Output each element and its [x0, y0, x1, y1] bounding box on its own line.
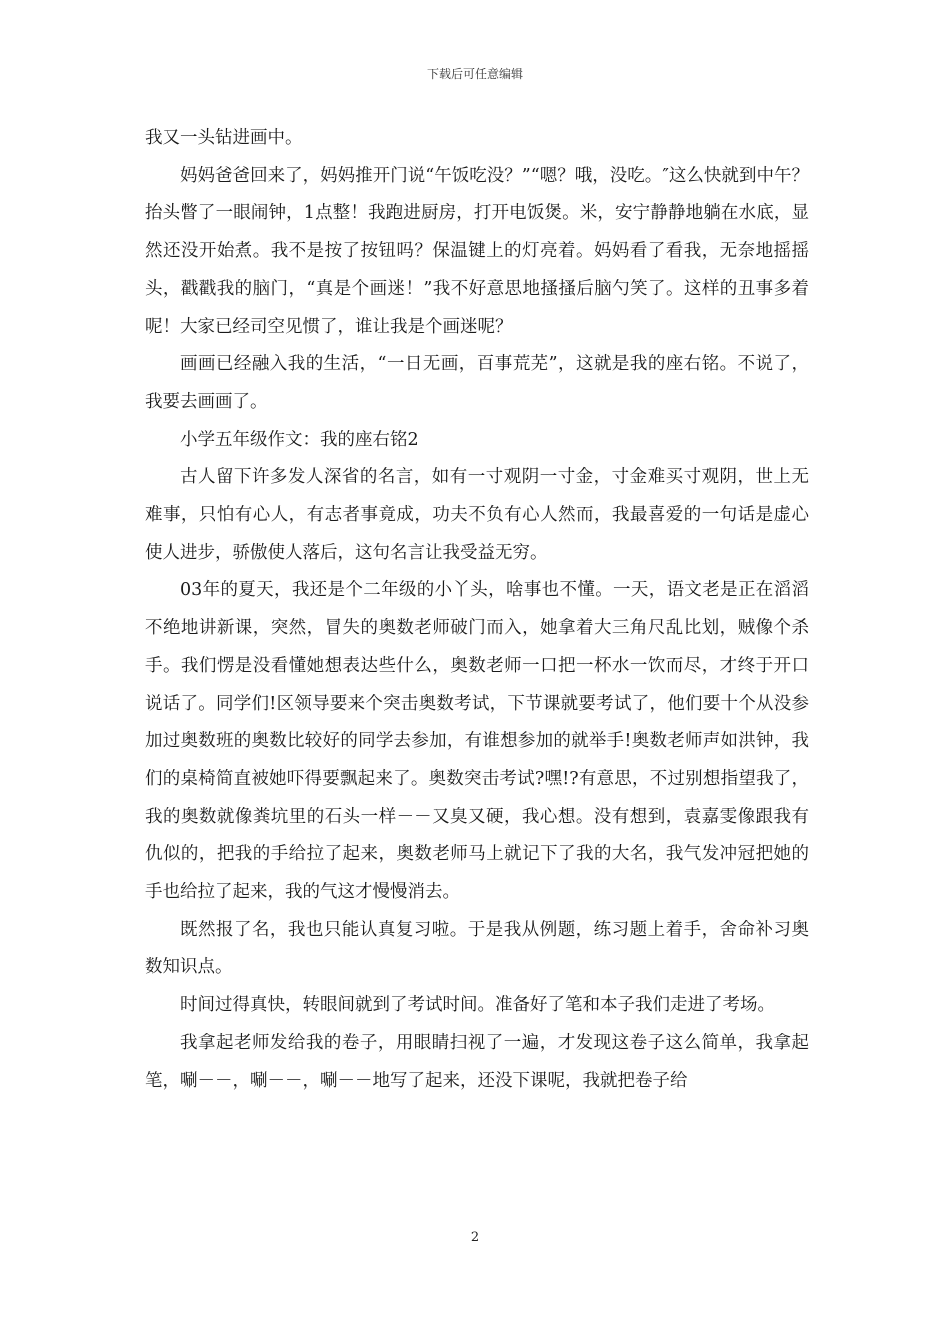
paragraph-1: 我又一头钻进画中。 [145, 128, 303, 148]
paragraph-7: 既然报了名，我也只能认真复习啦。于是我从例题，练习题上着手，舍命补习奥数知识点。 [145, 919, 809, 978]
page-number: 2 [470, 1230, 480, 1245]
paragraph-9: 我拿起老师发给我的卷子，用眼睛扫视了一遍，才发现这卷子这么简单，我拿起笔，唰－－，唰－－，唰－－地写了起来，还没下课呢，我就把卷子给 [145, 1032, 809, 1091]
paragraph-5: 古人留下许多发人深省的名言，如有一寸观阴一寸金，寸金难买寸观阴，世上无难事，只怕有心人，有志者事竟成，功夫不负有心人然而，我最喜爱的一句话是虚心使人进步，骄傲使人落后，这句名言让我受益无穷。 [145, 467, 809, 563]
paragraph-2: 妈妈爸爸回来了，妈妈推开门说“午饭吃没？”“嗯？哦，没吃。″这么快就到中午？抬头瞥了一眼闹钟，1点整！我跑进厨房，打开电饭煲。米，安宁静静地躺在水底，显然还没开始煮。我不是按了按钮吗？保温键上的灯亮着。妈妈看了看我，无奈地摇摇头，戳戳我的脑门，“真是个画迷！”我不好意思地搔搔后脑勺笑了。这样的丑事多着呢！大家已经司空见惯了，谁让我是个画迷呢？ [145, 165, 809, 337]
paragraph-8: 时间过得真快，转眼间就到了考试时间。准备好了笔和本子我们走进了考场。 [180, 995, 775, 1016]
page-header: 下载后可任意编辑 [426, 67, 523, 81]
paragraph-6: 03年的夏天，我还是个二年级的小丫头，啥事也不懂。一天，语文老是正在滔滔不绝地讲新课，突然，冒失的奥数老师破门而入，她拿着大三角尺乱比划，贼像个杀手。我们愣是没看懂她想表达些什么，奥数老师一口把一杯水一饮而尽，才终于开口说话了。同学们!区领导要来个突击奥数考试，下节课就要考试了，他们要十个从没参加过奥数班的奥数比较好的同学去参加，有谁想参加的就举手!奥数老师声如洪钟，我们的桌椅简直被她吓得要飘起来了。奥数突击考试?嘿!?有意思，不过别想指望我了，我的奥数就像粪坑里的石头一样－－又臭又硬，我心想。没有想到，袁嘉雯像跟我有仇似的，把我的手给拉了起来，奥数老师马上就记下了我的大名，我气发冲冠把她的手也给拉了起来，我的气这才慢慢消去。 [145, 580, 809, 903]
paragraph-3: 画画已经融入我的生活，“一日无画，百事荒芜”，这就是我的座右铭。不说了，我要去画画了。 [145, 354, 809, 412]
document-body [145, 120, 809, 1100]
section-title: 小学五年级作文：我的座右铭2 [180, 429, 419, 450]
